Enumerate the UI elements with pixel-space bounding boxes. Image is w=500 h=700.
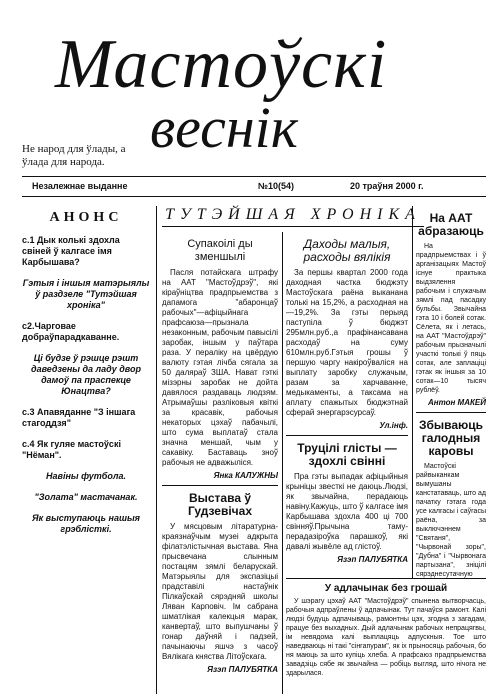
issue-date: 20 траўня 2000 г.	[350, 181, 424, 191]
article-author-vystava: Язэп ПАЛУБЯТКА	[207, 665, 278, 674]
article-author-abrazayuts: Антон МАКЕЙ	[427, 398, 486, 407]
article-body-vystava: У мясцовым літаратурна-краязнаўчым музеі адкрыта філатэлістычная выстава. Яна прысвечана слынным постацям зямлі беларускай. Матэрыялы для экспазіцыі прадставілі настаўнік Пілкаўскай сярэдняй школы Ляван Карповіч. Ім сабрана шматлікая калекцыя марак, канвертаў, што выпушчаны ў гонар даўняй і падзей, пачынаючы яшчэ з часоў Вялікага княства Літоўскага.	[162, 522, 278, 661]
anons-heading: АНОНС	[49, 210, 123, 225]
article-separator	[416, 412, 486, 413]
anons-item: Навіны футбола.	[46, 471, 126, 481]
anons-item: с2.Чарговае добраўпарадкаванне.	[22, 321, 120, 342]
article-author-supakoili: Янка КАЛУЖНЫ	[213, 471, 278, 480]
header-rule-bottom	[22, 196, 486, 197]
article-author-dakhody: Ул.інф.	[379, 421, 408, 430]
anons-item: с.4 Як гуляе мастоўскі "Нёман".	[22, 439, 121, 460]
chronicle-header	[162, 206, 424, 227]
column-2	[162, 232, 278, 692]
edition-label: Незалежнае выданне	[32, 181, 128, 191]
article-body-zbyvayuts: Мастоўскі райвыканкам вымушаны канстатаваць, што ад пачатку гэтага года усе калгасы і саўгасы раёна, за выключэннем "Святаня", "Чырвонай зоры", "Дубна" і "Чырвонага партызана", зніцілі сярэднесутачную	[416, 463, 486, 578]
article-separator	[286, 435, 408, 436]
anons-list	[22, 235, 150, 535]
article-title-abrazayuts: На ААТ абразаюць	[418, 211, 484, 238]
article-title-supakoili: Супакоілі ды зменшылі	[187, 238, 253, 263]
article-body-abrazayuts: На прадпрыемствах і ў арганізацыях Мастоў існуе практыка выдзялення рабочым і служачым зямлі пад пасадку бульбы. Звычайна гэта 10 і болей сотак. Сёлета, як і летась, на ААТ "Мастоўдрэў" рабочым прызначылі участкі толькі ў пяць сотак, але заплаціці гэтак як іншыя за 10 сотак—10 тысяч рублёў.	[416, 243, 486, 394]
anons-column	[22, 206, 150, 692]
article-title-vystava: Выстава ў Гудзевічах	[188, 491, 252, 518]
chronicle-heading: ТУТЭЙШАЯ ХРОНІКА	[162, 206, 424, 227]
column-divider	[282, 232, 283, 694]
article-separator	[162, 485, 278, 486]
masthead-subtitle: веснік	[150, 95, 298, 160]
anons-item: Ці будзе ў рэшце рэшт даведзены да ладу двор дамоў па праспекце Юнацтва?	[31, 353, 141, 396]
header-rule-top	[22, 176, 486, 177]
article-body-adlachynak: У шэрагу цэхаў ААТ "Мастоўдрэў" спынена вытворчасць, рабочыя адпраўлены ў адпачынак. Тут пачаўся рамонт. Калі людзі будуць адпачываць, рамонтны цэх, згодна з загадам, працуе без выхадных. Дый адлачынак рабочых непрацягвы, ім невядома калі выплацяць адпускныя. Тое што наведваюць ні такі "сінгапурам", як іх прыносяць рабочыя, бо ня маюць за што купіць хлеба. А прафсаюз прадпрыемства завадзіць сябе як звычайна — робіць выгляд, што нічога не здарылася.	[286, 598, 486, 677]
column-3	[286, 232, 408, 578]
anons-item: "Золата" мастачанак.	[34, 492, 138, 502]
article-body-supakoili: Пасля потайскага штрафу на ААТ "Мастоўдрэў", які кіраўніцтва прадпрыемства з дапамога "абаронцаў рабочых"—афіцыйнага прафсаюза—прызнала незаконным, рабочым павысілі заробак, іншым у паўтара раза. У пераліку на цвёрдую валюту гэтая лічба сягала за 50 даляраў ЗША. Нават гэткі мізэрны заробак не дойта давялося раздаваць людзям. Атрымаўшы разліковыя квіткі за красавік, рабочыя некаторых цэхаў пабачылі, што сума выплатаў стала значна меншай, чым у сакавіку. Баставаць зноў рабочыя не адважыліся.	[162, 268, 278, 467]
article-title-zbyvayuts: Збываюць галодныя каровы	[418, 418, 484, 458]
article-author-truclili: Язэп ПАЛУБЯТКА	[337, 555, 408, 564]
anons-item: Як выступаюць нашыя грэблісткі.	[32, 513, 140, 534]
column-divider	[156, 206, 157, 694]
anons-item: с.3 Апавяданне "З іншага стагоддзя"	[22, 407, 136, 428]
masthead-title: Мастоўскі	[55, 26, 388, 103]
column-4	[416, 206, 486, 578]
article-title-truclili: Труцілі глісты — здохлі свінні	[297, 441, 397, 468]
anons-item: с.1 Дык колькі здохла свіней ў калгасе імя Карбышава?	[22, 235, 120, 267]
anons-item: Гэтыя і іншыя матэрыялы ў раздзеле "Тутэйшая хроніка"	[22, 278, 150, 310]
masthead-slogan: Не народ для ўлады, а ўлада для народа.	[22, 143, 126, 168]
column-divider	[412, 206, 413, 578]
issue-number: №10(54)	[258, 181, 295, 191]
bottom-article-rule	[286, 578, 486, 579]
article-body-dakhody: За першы квартал 2000 года даходная частка бюджэту Мастоўскага раёна выканана толькі на 15,2%, а расходная на—19,2%. За гэты перыяд паступіла ў бюджэт 295млн.руб.,а прафінансавана расходаў на суму 610млн.руб.Гэтыя грошы ў першую чаргу накіроўваліся на выплату заробку служачым, разам за харчаванне, медыкаменты, а таксама на аплату спажытых бюджэтнай сферай энергарэсурсаў.	[286, 268, 408, 417]
article-adlachynak	[286, 582, 486, 694]
article-title-adlachynak: У адлачынак без грошай	[324, 583, 448, 594]
article-body-truclili: Пра гэты выпадак афіцыйныя крыніцы звесткі не даюць.Людзі, як звычайна, перадаюць навіну.Кажуць, што ў калгасе імя Карбышава здохла 400 ці 700 свінняў.Прычына таму-перадазіроўка парашкоў, які давалі жывёле ад глістоў.	[286, 472, 408, 551]
article-title-dakhody: Даходы малыя, расходы вялікія	[303, 237, 391, 264]
